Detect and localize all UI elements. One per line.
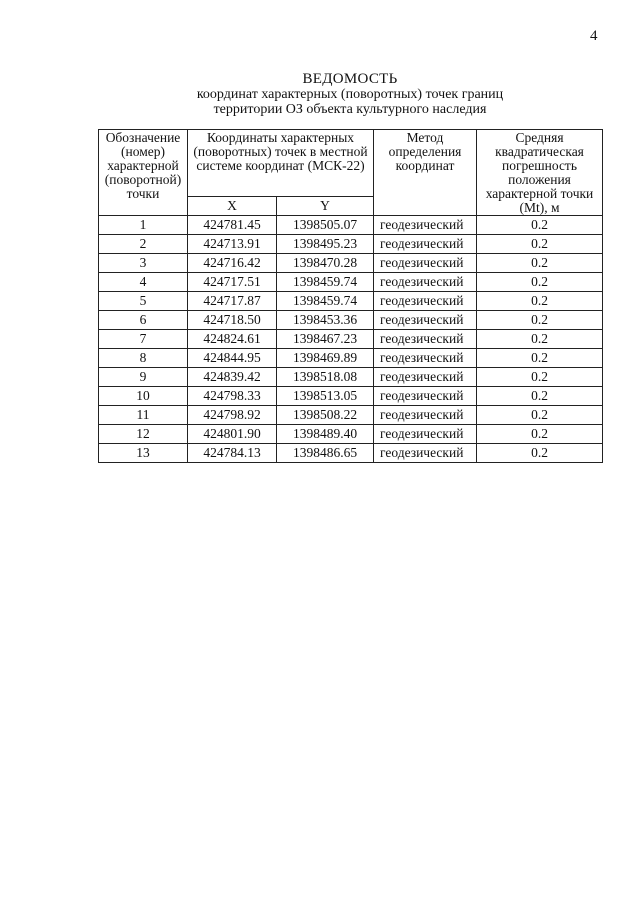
cell-point-number: 6 (99, 311, 188, 330)
cell-x: 424839.42 (188, 368, 277, 387)
cell-y: 1398453.36 (277, 311, 374, 330)
cell-method: геодезический (374, 368, 477, 387)
document-subtitle-line-1: координат характерных (поворотных) точек границ (196, 87, 504, 102)
table-row (99, 254, 603, 273)
cell-method: геодезический (374, 387, 477, 406)
table-header (99, 130, 603, 216)
cell-error: 0.2 (477, 254, 603, 273)
cell-error: 0.2 (477, 387, 603, 406)
cell-error: 0.2 (477, 292, 603, 311)
cell-x: 424824.61 (188, 330, 277, 349)
cell-x: 424801.90 (188, 425, 277, 444)
cell-method: геодезический (374, 273, 477, 292)
header-x: X (188, 196, 277, 215)
cell-error: 0.2 (477, 406, 603, 425)
cell-x: 424713.91 (188, 235, 277, 254)
coordinates-table (98, 129, 603, 463)
cell-method: геодезический (374, 406, 477, 425)
cell-point-number: 9 (99, 368, 188, 387)
cell-error: 0.2 (477, 425, 603, 444)
cell-error: 0.2 (477, 444, 603, 463)
table-row (99, 235, 603, 254)
header-method: Метод определения координат (374, 130, 477, 216)
cell-error: 0.2 (477, 330, 603, 349)
cell-method: геодезический (374, 444, 477, 463)
cell-x: 424716.42 (188, 254, 277, 273)
cell-y: 1398508.22 (277, 406, 374, 425)
cell-y: 1398486.65 (277, 444, 374, 463)
cell-error: 0.2 (477, 273, 603, 292)
cell-point-number: 3 (99, 254, 188, 273)
table-row (99, 349, 603, 368)
cell-method: геодезический (374, 254, 477, 273)
cell-y: 1398495.23 (277, 235, 374, 254)
cell-method: геодезический (374, 330, 477, 349)
cell-y: 1398469.89 (277, 349, 374, 368)
cell-point-number: 13 (99, 444, 188, 463)
table-row (99, 311, 603, 330)
table-row (99, 216, 603, 235)
table-row (99, 387, 603, 406)
cell-point-number: 5 (99, 292, 188, 311)
header-y: Y (277, 196, 374, 215)
cell-y: 1398489.40 (277, 425, 374, 444)
cell-method: геодезический (374, 311, 477, 330)
cell-y: 1398459.74 (277, 273, 374, 292)
cell-y: 1398518.08 (277, 368, 374, 387)
cell-point-number: 2 (99, 235, 188, 254)
cell-y: 1398505.07 (277, 216, 374, 235)
cell-x: 424798.92 (188, 406, 277, 425)
cell-error: 0.2 (477, 311, 603, 330)
cell-method: геодезический (374, 292, 477, 311)
cell-point-number: 7 (99, 330, 188, 349)
header-point-number: Обозначение (номер) характерной (поворотной) точки (99, 130, 188, 216)
cell-point-number: 4 (99, 273, 188, 292)
cell-x: 424718.50 (188, 311, 277, 330)
table-row (99, 273, 603, 292)
cell-point-number: 1 (99, 216, 188, 235)
document-title: ВЕДОМОСТЬ (302, 71, 398, 87)
cell-error: 0.2 (477, 235, 603, 254)
table-row (99, 330, 603, 349)
cell-method: геодезический (374, 235, 477, 254)
header-coordinates: Координаты характерных (поворотных) точек в местной системе координат (МСК-22) (188, 130, 374, 197)
cell-error: 0.2 (477, 368, 603, 387)
table-row (99, 444, 603, 463)
cell-x: 424784.13 (188, 444, 277, 463)
table-row (99, 292, 603, 311)
table-row (99, 406, 603, 425)
table-row (99, 368, 603, 387)
cell-x: 424844.95 (188, 349, 277, 368)
cell-x: 424781.45 (188, 216, 277, 235)
page-number: 4 (590, 28, 598, 44)
table-body (99, 216, 603, 463)
cell-point-number: 12 (99, 425, 188, 444)
cell-error: 0.2 (477, 349, 603, 368)
table-row (99, 425, 603, 444)
header-error: Средняя квадратическая погрешность положения характерной точки (Mt), м (477, 130, 603, 216)
cell-point-number: 11 (99, 406, 188, 425)
cell-method: геодезический (374, 349, 477, 368)
document-subtitle-line-2: территории ОЗ объекта культурного наследия (213, 102, 487, 117)
cell-error: 0.2 (477, 216, 603, 235)
cell-method: геодезический (374, 216, 477, 235)
cell-x: 424717.51 (188, 273, 277, 292)
cell-point-number: 10 (99, 387, 188, 406)
cell-y: 1398513.05 (277, 387, 374, 406)
cell-x: 424798.33 (188, 387, 277, 406)
cell-y: 1398470.28 (277, 254, 374, 273)
cell-x: 424717.87 (188, 292, 277, 311)
cell-method: геодезический (374, 425, 477, 444)
document-heading (120, 72, 580, 117)
cell-y: 1398467.23 (277, 330, 374, 349)
cell-point-number: 8 (99, 349, 188, 368)
cell-y: 1398459.74 (277, 292, 374, 311)
